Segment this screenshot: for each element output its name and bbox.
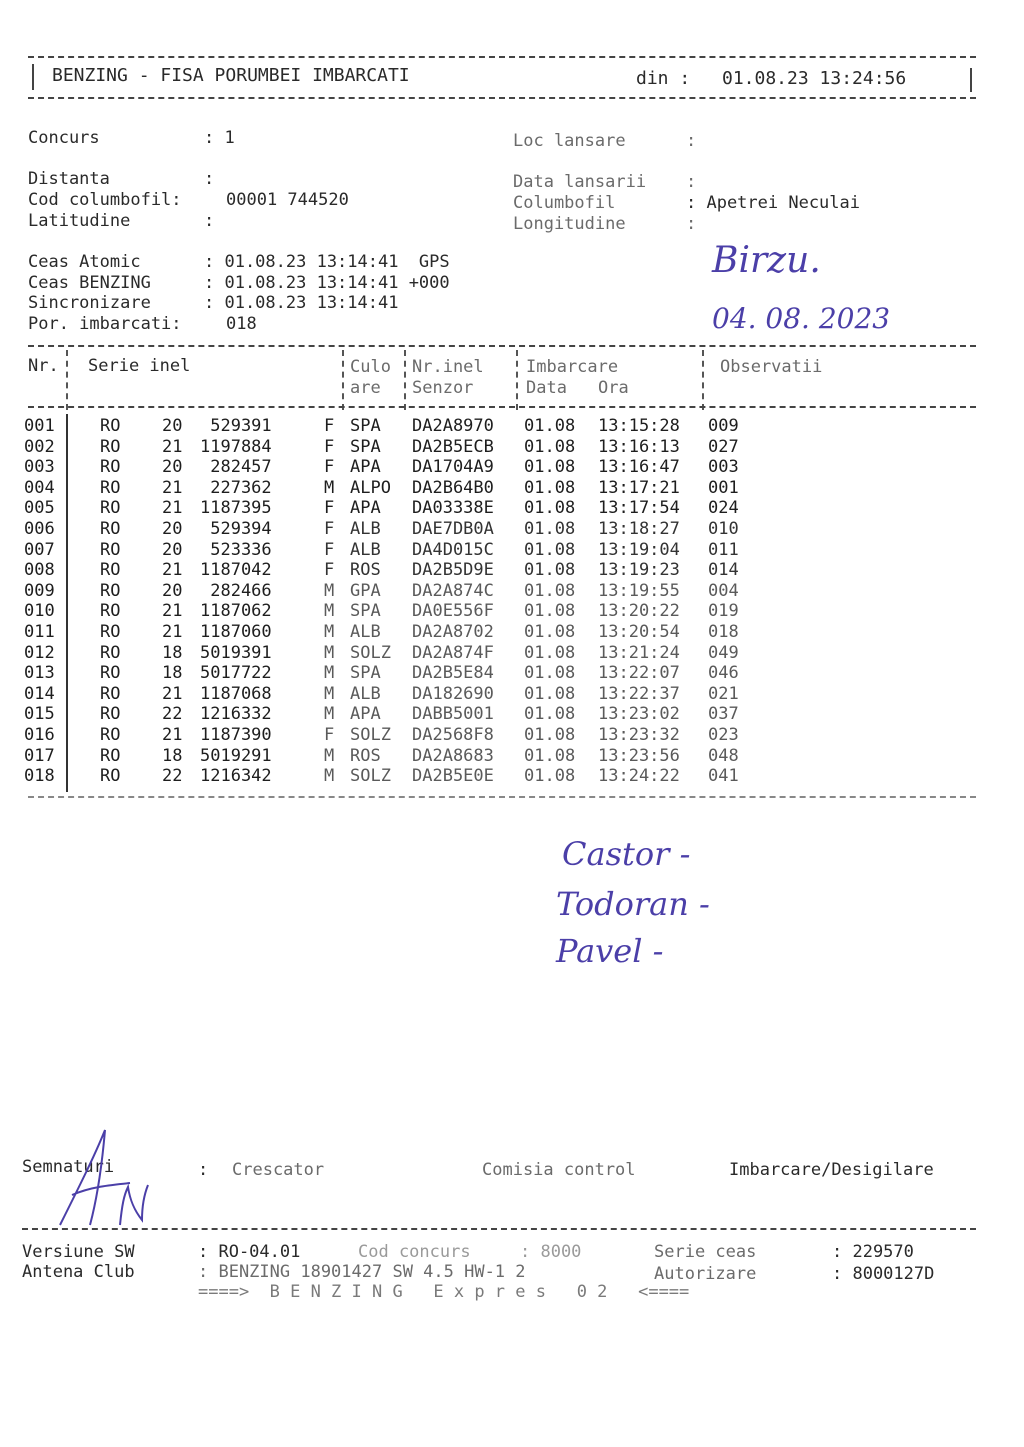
cell-time: 13:23:56 bbox=[598, 745, 680, 766]
cell-color: SOLZ bbox=[350, 766, 391, 787]
cell-ring-number: 5019291 bbox=[200, 745, 272, 766]
cell-time: 13:20:54 bbox=[598, 622, 680, 642]
header-bottom-border bbox=[28, 97, 976, 99]
cell-color: SPA bbox=[350, 436, 381, 457]
versiune-label: Versiune SW bbox=[22, 1242, 135, 1262]
cell-ring-number: 1187395 bbox=[200, 498, 272, 519]
cell-observatii: 004 bbox=[708, 580, 739, 601]
table-bottom-border bbox=[28, 796, 976, 798]
comisia-label: Comisia control bbox=[482, 1160, 636, 1180]
autorizare-value: : 8000127D bbox=[832, 1264, 935, 1284]
cell-observatii: 027 bbox=[708, 436, 739, 457]
cell-country: RO bbox=[100, 725, 121, 745]
cell-date: 01.08 bbox=[524, 745, 576, 766]
cell-observatii: 019 bbox=[708, 601, 739, 622]
cell-time: 13:22:07 bbox=[598, 663, 680, 684]
col-header-ora: Ora bbox=[598, 378, 629, 398]
cell-year: 20 bbox=[162, 457, 183, 478]
crescator-label: Crescator bbox=[232, 1160, 325, 1180]
cell-country: RO bbox=[100, 642, 121, 663]
cell-time: 13:19:55 bbox=[598, 580, 680, 601]
cell-country: RO bbox=[100, 622, 121, 642]
cell-nr: 015 bbox=[24, 704, 55, 725]
cell-date: 01.08 bbox=[524, 601, 576, 622]
cell-country: RO bbox=[100, 457, 121, 478]
cell-country: RO bbox=[100, 745, 121, 766]
cod-columbofil-value: 00001 744520 bbox=[226, 190, 349, 210]
distanta-label: Distanta bbox=[28, 169, 110, 189]
cell-ring-number: 1216342 bbox=[200, 766, 272, 787]
table-row bbox=[0, 684, 1024, 704]
ceas-atomic-value: : 01.08.23 13:14:41 GPS bbox=[204, 252, 450, 272]
cell-time: 13:23:02 bbox=[598, 704, 680, 725]
col-header-nrinel-2: Senzor bbox=[412, 378, 474, 398]
cell-ring-number: 523336 bbox=[200, 539, 272, 560]
cell-date: 01.08 bbox=[524, 498, 576, 519]
cell-observatii: 011 bbox=[708, 539, 739, 560]
cell-year: 22 bbox=[162, 704, 183, 725]
cell-country: RO bbox=[100, 663, 121, 684]
cell-observatii: 021 bbox=[708, 683, 739, 704]
cell-sex: F bbox=[324, 725, 335, 745]
cell-color: SPA bbox=[350, 663, 381, 684]
cell-country: RO bbox=[100, 436, 121, 457]
cell-nr: 008 bbox=[24, 560, 55, 581]
cell-country: RO bbox=[100, 704, 121, 725]
table-row bbox=[0, 519, 1024, 539]
table-row bbox=[0, 643, 1024, 663]
cell-sex: F bbox=[324, 519, 335, 539]
cell-ring-number: 282466 bbox=[200, 580, 272, 601]
cell-year: 21 bbox=[162, 498, 183, 519]
cell-year: 21 bbox=[162, 601, 183, 622]
cell-time: 13:17:54 bbox=[598, 498, 680, 519]
cell-ring-number: 282457 bbox=[200, 457, 272, 478]
cell-ring-number: 227362 bbox=[200, 477, 272, 498]
cell-year: 21 bbox=[162, 477, 183, 498]
cell-ring-number: 5019391 bbox=[200, 642, 272, 663]
cell-observatii: 024 bbox=[708, 498, 739, 519]
latitudine-value: : bbox=[204, 211, 215, 231]
cell-nr: 011 bbox=[24, 622, 55, 642]
data-lansarii-value: : bbox=[686, 172, 697, 192]
header-datetime: 01.08.23 13:24:56 bbox=[722, 68, 907, 89]
cell-country: RO bbox=[100, 477, 121, 498]
columbofil-label: Columbofil bbox=[513, 193, 616, 213]
table-row bbox=[0, 581, 1024, 601]
por-imbarcati-label: Por. imbarcati: bbox=[28, 314, 182, 334]
cell-year: 18 bbox=[162, 663, 183, 684]
col-divider-2 bbox=[342, 350, 344, 410]
cell-nr: 005 bbox=[24, 498, 55, 519]
ceas-benzing-label: Ceas BENZING bbox=[28, 273, 151, 293]
cell-sensor: DA0E556F bbox=[412, 601, 494, 622]
table-row bbox=[0, 704, 1024, 724]
col-header-culoare-1: Culo bbox=[350, 357, 391, 377]
serie-ceas-label: Serie ceas bbox=[654, 1242, 757, 1262]
header-right-border bbox=[970, 68, 972, 92]
antena-value: : BENZING 18901427 SW 4.5 HW-1 2 bbox=[198, 1262, 526, 1282]
cell-sex: M bbox=[324, 704, 335, 725]
cell-ring-number: 529391 bbox=[200, 416, 272, 436]
cell-sensor: DA2B5E84 bbox=[412, 663, 494, 684]
cell-country: RO bbox=[100, 580, 121, 601]
longitudine-label: Longitudine bbox=[513, 214, 626, 234]
cell-color: ALB bbox=[350, 539, 381, 560]
loc-lansare-label: Loc lansare bbox=[513, 131, 626, 151]
cell-ring-number: 1187042 bbox=[200, 560, 272, 581]
cell-color: GPA bbox=[350, 580, 381, 601]
cell-color: APA bbox=[350, 498, 381, 519]
cell-sensor: DA2B5E0E bbox=[412, 766, 494, 787]
cell-year: 21 bbox=[162, 683, 183, 704]
cell-sensor: DA2B64B0 bbox=[412, 477, 494, 498]
cell-time: 13:18:27 bbox=[598, 519, 680, 539]
cell-sex: M bbox=[324, 642, 335, 663]
cell-nr: 017 bbox=[24, 745, 55, 766]
cell-color: APA bbox=[350, 704, 381, 725]
data-lansarii-label: Data lansarii bbox=[513, 172, 647, 192]
versiune-value: : RO-04.01 bbox=[198, 1242, 301, 1262]
cell-nr: 001 bbox=[24, 416, 55, 436]
cell-date: 01.08 bbox=[524, 683, 576, 704]
cell-date: 01.08 bbox=[524, 539, 576, 560]
sincronizare-value: : 01.08.23 13:14:41 bbox=[204, 293, 399, 313]
col-divider-1 bbox=[66, 350, 68, 410]
cell-sensor: DA182690 bbox=[412, 683, 494, 704]
cell-observatii: 009 bbox=[708, 416, 739, 436]
table-row bbox=[0, 766, 1024, 786]
cell-sex: M bbox=[324, 683, 335, 704]
cell-color: SOLZ bbox=[350, 642, 391, 663]
cell-nr: 012 bbox=[24, 642, 55, 663]
columbofil-value: : Apetrei Neculai bbox=[686, 193, 860, 213]
handwritten-note-1: Castor - bbox=[562, 835, 691, 873]
handwritten-note-2: Todoran - bbox=[556, 885, 710, 923]
ceas-benzing-value: : 01.08.23 13:14:41 +000 bbox=[204, 273, 450, 293]
cell-year: 21 bbox=[162, 725, 183, 745]
cell-time: 13:16:13 bbox=[598, 436, 680, 457]
cell-sensor: DA03338E bbox=[412, 498, 494, 519]
antena-label: Antena Club bbox=[22, 1262, 135, 1282]
cell-date: 01.08 bbox=[524, 725, 576, 745]
concurs-label: Concurs bbox=[28, 128, 100, 148]
table-row bbox=[0, 601, 1024, 621]
cell-country: RO bbox=[100, 416, 121, 436]
cell-sensor: DA2A874C bbox=[412, 580, 494, 601]
cell-color: ALB bbox=[350, 519, 381, 539]
cell-nr: 003 bbox=[24, 457, 55, 478]
cell-country: RO bbox=[100, 539, 121, 560]
cell-nr: 009 bbox=[24, 580, 55, 601]
cell-date: 01.08 bbox=[524, 477, 576, 498]
cell-date: 01.08 bbox=[524, 663, 576, 684]
col-header-culoare-2: are bbox=[350, 378, 381, 398]
cell-nr: 010 bbox=[24, 601, 55, 622]
signature-mark bbox=[50, 1125, 160, 1235]
cell-sex: M bbox=[324, 745, 335, 766]
table-row bbox=[0, 560, 1024, 580]
semnaturi-label: Semnaturi bbox=[22, 1157, 115, 1177]
cell-sex: F bbox=[324, 560, 335, 581]
cell-sex: M bbox=[324, 663, 335, 684]
col-divider-3 bbox=[404, 350, 406, 410]
cell-date: 01.08 bbox=[524, 704, 576, 725]
cod-columbofil-label: Cod columbofil: bbox=[28, 190, 182, 210]
cell-year: 20 bbox=[162, 519, 183, 539]
longitudine-value: : bbox=[686, 214, 697, 234]
cell-observatii: 023 bbox=[708, 725, 739, 745]
cell-observatii: 010 bbox=[708, 519, 739, 539]
cell-sex: F bbox=[324, 457, 335, 478]
cell-date: 01.08 bbox=[524, 766, 576, 787]
cell-country: RO bbox=[100, 498, 121, 519]
cell-nr: 013 bbox=[24, 663, 55, 684]
col-header-nr: Nr. bbox=[28, 356, 59, 376]
cell-color: SPA bbox=[350, 601, 381, 622]
row-divider-vertical bbox=[66, 414, 68, 792]
table-row bbox=[0, 622, 1024, 642]
cell-time: 13:20:22 bbox=[598, 601, 680, 622]
cell-time: 13:17:21 bbox=[598, 477, 680, 498]
semnaturi-colon: : bbox=[198, 1160, 209, 1180]
cell-sensor: DA2B5D9E bbox=[412, 560, 494, 581]
cell-date: 01.08 bbox=[524, 560, 576, 581]
cell-observatii: 041 bbox=[708, 766, 739, 787]
cell-sex: M bbox=[324, 477, 335, 498]
loc-lansare-value: : bbox=[686, 131, 697, 151]
cell-time: 13:15:28 bbox=[598, 416, 680, 436]
cell-color: ALPO bbox=[350, 477, 391, 498]
cell-sensor: DA2568F8 bbox=[412, 725, 494, 745]
cell-nr: 007 bbox=[24, 539, 55, 560]
table-row bbox=[0, 437, 1024, 457]
cell-sex: M bbox=[324, 766, 335, 787]
cell-ring-number: 1187060 bbox=[200, 622, 272, 642]
cell-date: 01.08 bbox=[524, 642, 576, 663]
serie-ceas-value: : 229570 bbox=[832, 1242, 914, 1262]
cell-year: 18 bbox=[162, 745, 183, 766]
benzing-express-line: ====> B E N Z I N G E x p r e s 0 2 <==== bbox=[198, 1282, 690, 1302]
cell-nr: 002 bbox=[24, 436, 55, 457]
header-top-border bbox=[28, 56, 976, 58]
cell-color: ROS bbox=[350, 560, 381, 581]
sincronizare-label: Sincronizare bbox=[28, 293, 151, 313]
cell-color: SOLZ bbox=[350, 725, 391, 745]
cell-time: 13:24:22 bbox=[598, 766, 680, 787]
cell-ring-number: 1187390 bbox=[200, 725, 272, 745]
cell-sensor: DA4D015C bbox=[412, 539, 494, 560]
cell-ring-number: 1187068 bbox=[200, 683, 272, 704]
cell-sensor: DA2A8702 bbox=[412, 622, 494, 642]
cell-nr: 016 bbox=[24, 725, 55, 745]
cell-date: 01.08 bbox=[524, 416, 576, 436]
cell-sex: F bbox=[324, 416, 335, 436]
table-row bbox=[0, 725, 1024, 745]
cell-country: RO bbox=[100, 519, 121, 539]
cell-observatii: 046 bbox=[708, 663, 739, 684]
handwritten-name: Birzu. bbox=[712, 240, 821, 281]
cell-observatii: 049 bbox=[708, 642, 739, 663]
cell-year: 22 bbox=[162, 766, 183, 787]
cell-ring-number: 1187062 bbox=[200, 601, 272, 622]
cell-ring-number: 529394 bbox=[200, 519, 272, 539]
cell-ring-number: 1216332 bbox=[200, 704, 272, 725]
cell-sensor: DABB5001 bbox=[412, 704, 494, 725]
cell-color: ALB bbox=[350, 622, 381, 642]
cell-sex: M bbox=[324, 622, 335, 642]
cell-ring-number: 5017722 bbox=[200, 663, 272, 684]
cell-year: 20 bbox=[162, 539, 183, 560]
cell-date: 01.08 bbox=[524, 580, 576, 601]
autorizare-label: Autorizare bbox=[654, 1264, 757, 1284]
col-header-observatii: Observatii bbox=[720, 357, 823, 377]
table-top-border bbox=[28, 345, 976, 347]
cod-concurs-label: Cod concurs bbox=[358, 1242, 471, 1262]
cell-time: 13:19:04 bbox=[598, 539, 680, 560]
cell-sensor: DA2A8970 bbox=[412, 416, 494, 436]
cell-sex: F bbox=[324, 498, 335, 519]
latitudine-label: Latitudine bbox=[28, 211, 131, 231]
cell-sensor: DA1704A9 bbox=[412, 457, 494, 478]
table-row bbox=[0, 540, 1024, 560]
col-header-data: Data bbox=[526, 378, 567, 398]
cell-sensor: DA2B5ECB bbox=[412, 436, 494, 457]
footer-divider bbox=[22, 1228, 976, 1230]
handwritten-date: 04. 08. 2023 bbox=[712, 302, 891, 335]
cell-ring-number: 1197884 bbox=[200, 436, 272, 457]
cell-year: 21 bbox=[162, 560, 183, 581]
cell-color: SPA bbox=[350, 416, 381, 436]
ceas-atomic-label: Ceas Atomic bbox=[28, 252, 141, 272]
col-divider-4 bbox=[516, 350, 518, 410]
cell-country: RO bbox=[100, 766, 121, 787]
cell-color: APA bbox=[350, 457, 381, 478]
cell-time: 13:21:24 bbox=[598, 642, 680, 663]
cell-nr: 006 bbox=[24, 519, 55, 539]
cell-country: RO bbox=[100, 683, 121, 704]
cell-sex: M bbox=[324, 580, 335, 601]
imbarcare-desigilare-label: Imbarcare/Desigilare bbox=[729, 1160, 934, 1180]
cell-country: RO bbox=[100, 601, 121, 622]
table-row bbox=[0, 478, 1024, 498]
cell-time: 13:23:32 bbox=[598, 725, 680, 745]
cell-nr: 014 bbox=[24, 683, 55, 704]
table-row bbox=[0, 457, 1024, 477]
cell-date: 01.08 bbox=[524, 457, 576, 478]
cell-observatii: 018 bbox=[708, 622, 739, 642]
cell-time: 13:22:37 bbox=[598, 683, 680, 704]
cell-observatii: 001 bbox=[708, 477, 739, 498]
cell-sensor: DA2A8683 bbox=[412, 745, 494, 766]
cell-color: ALB bbox=[350, 683, 381, 704]
cell-nr: 018 bbox=[24, 766, 55, 787]
cell-date: 01.08 bbox=[524, 622, 576, 642]
cell-date: 01.08 bbox=[524, 436, 576, 457]
table-row bbox=[0, 746, 1024, 766]
por-imbarcati-value: 018 bbox=[226, 314, 257, 334]
cell-date: 01.08 bbox=[524, 519, 576, 539]
cell-observatii: 048 bbox=[708, 745, 739, 766]
cell-time: 13:16:47 bbox=[598, 457, 680, 478]
cell-sex: M bbox=[324, 601, 335, 622]
table-row bbox=[0, 498, 1024, 518]
cell-sensor: DAE7DB0A bbox=[412, 519, 494, 539]
table-row bbox=[0, 663, 1024, 683]
cell-observatii: 003 bbox=[708, 457, 739, 478]
cell-sensor: DA2A874F bbox=[412, 642, 494, 663]
cod-concurs-value: : 8000 bbox=[520, 1242, 582, 1262]
cell-sex: F bbox=[324, 539, 335, 560]
table-header-bottom-border bbox=[28, 406, 976, 408]
cell-color: ROS bbox=[350, 745, 381, 766]
cell-nr: 004 bbox=[24, 477, 55, 498]
header-left-border bbox=[32, 64, 34, 90]
col-divider-5 bbox=[702, 350, 704, 410]
col-header-imbarcare: Imbarcare bbox=[526, 357, 619, 377]
header-title: BENZING - FISA PORUMBEI IMBARCATI bbox=[52, 65, 410, 86]
cell-time: 13:19:23 bbox=[598, 560, 680, 581]
cell-observatii: 014 bbox=[708, 560, 739, 581]
cell-year: 20 bbox=[162, 580, 183, 601]
distanta-value: : bbox=[204, 169, 215, 189]
cell-year: 21 bbox=[162, 436, 183, 457]
cell-observatii: 037 bbox=[708, 704, 739, 725]
col-header-nrinel-1: Nr.inel bbox=[412, 357, 484, 377]
cell-sex: F bbox=[324, 436, 335, 457]
header-din-label: din : bbox=[636, 68, 691, 89]
cell-year: 20 bbox=[162, 416, 183, 436]
cell-year: 21 bbox=[162, 622, 183, 642]
table-row bbox=[0, 416, 1024, 436]
handwritten-note-3: Pavel - bbox=[556, 932, 664, 970]
concurs-value: : 1 bbox=[204, 128, 235, 148]
cell-country: RO bbox=[100, 560, 121, 581]
col-header-serie: Serie inel bbox=[88, 356, 191, 376]
cell-year: 18 bbox=[162, 642, 183, 663]
